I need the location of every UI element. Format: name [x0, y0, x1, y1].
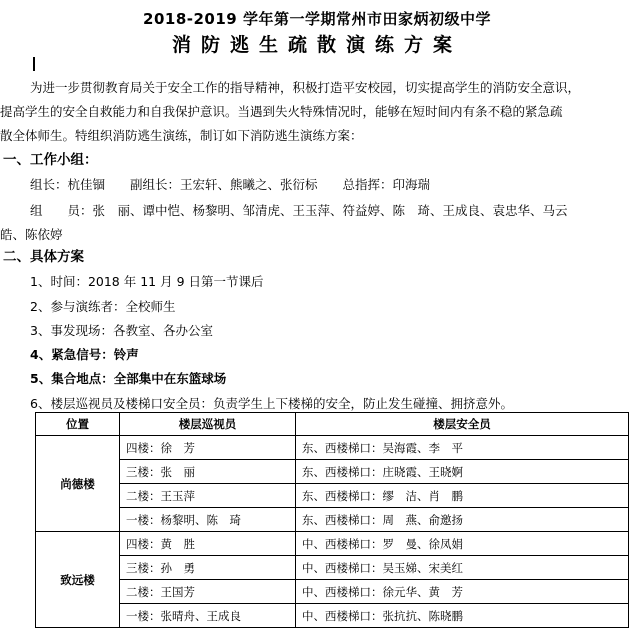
plan-item-signal: 4、紧急信号：铃声 — [30, 347, 139, 362]
intro-line-2: 提高学生的安全自救能力和自我保护意识。当遇到失火特殊情况时，能够在短时间内有条不稳的紧急疏 — [0, 104, 563, 119]
safety-cell: 东、西楼梯口：缪 洁、肖 鹏 — [296, 484, 629, 508]
table-row — [36, 484, 629, 508]
work-group-members-line-2: 皓、陈依婷 — [0, 227, 63, 242]
safety-cell: 中、西楼梯口：吴玉娣、宋美红 — [296, 556, 629, 580]
header-patrol: 楼层巡视员 — [120, 413, 296, 436]
header-position: 位置 — [36, 413, 120, 436]
plan-item-location: 3、事发现场：各教室、各办公室 — [30, 323, 213, 338]
plan-item-participants: 2、参与演练者：全校师生 — [30, 299, 176, 314]
patrol-cell: 二楼：王国芳 — [120, 580, 296, 604]
building-cell: 尚德楼 — [36, 436, 120, 532]
work-group-members-line-1: 组 员：张 丽、谭中恺、杨黎明、邹清虎、王玉萍、符益婷、陈 琦、王成良、袁忠华、马云 — [30, 203, 568, 218]
table-row — [36, 604, 629, 628]
header-safety: 楼层安全员 — [296, 413, 629, 436]
plan-title: 消防逃生疏散演练方案 — [171, 34, 462, 56]
work-group-leaders: 组长：杭佳锢 副组长：王宏轩、熊曦之、张衍标 总指挥：印海瑞 — [30, 177, 431, 192]
patrol-cell: 二楼：王玉萍 — [120, 484, 296, 508]
school-title: 2018-2019 学年第一学期常州市田家炳初级中学 — [143, 10, 491, 28]
table-row — [36, 556, 629, 580]
table-row — [36, 580, 629, 604]
staff-table — [35, 412, 629, 628]
table-row — [36, 460, 629, 484]
patrol-cell: 三楼：张 丽 — [120, 460, 296, 484]
safety-cell: 中、西楼梯口：罗 曼、徐凤娟 — [296, 532, 629, 556]
building-cell: 致远楼 — [36, 532, 120, 628]
plan-item-staff: 6、楼层巡视员及楼梯口安全员：负责学生上下楼梯的安全，防止发生碰撞、拥挤意外。 — [30, 396, 513, 411]
patrol-cell: 一楼：张晴舟、王成良 — [120, 604, 296, 628]
patrol-cell: 三楼：孙 勇 — [120, 556, 296, 580]
patrol-cell: 四楼：徐 芳 — [120, 436, 296, 460]
safety-cell: 中、西楼梯口：张抗抗、陈晓鹏 — [296, 604, 629, 628]
patrol-cell: 一楼：杨黎明、陈 琦 — [120, 508, 296, 532]
safety-cell: 东、西楼梯口：周 燕、俞邀扬 — [296, 508, 629, 532]
table-row — [36, 508, 629, 532]
section1-heading: 一、工作小组： — [3, 152, 98, 168]
plan-item-assembly: 5、集合地点：全部集中在东篮球场 — [30, 371, 227, 386]
text-cursor — [33, 57, 35, 71]
table-row — [36, 532, 629, 556]
plan-item-time: 1、时间：2018 年 11 月 9 日第一节课后 — [30, 274, 264, 289]
intro-line-3: 散全体师生。特组织消防逃生演练，制订如下消防逃生演练方案： — [0, 128, 363, 143]
intro-line-1: 为进一步贯彻教育局关于安全工作的指导精神，积极打造平安校园，切实提高学生的消防安全意识， — [30, 80, 581, 95]
safety-cell: 东、西楼梯口：庄晓霞、王晓婀 — [296, 460, 629, 484]
table-row — [36, 436, 629, 460]
patrol-cell: 四楼：黄 胜 — [120, 532, 296, 556]
safety-cell: 东、西楼梯口：吴海霞、李 平 — [296, 436, 629, 460]
table-header-row — [36, 413, 629, 436]
safety-cell: 中、西楼梯口：徐元华、黄 芳 — [296, 580, 629, 604]
section2-heading: 二、具体方案 — [3, 249, 84, 265]
